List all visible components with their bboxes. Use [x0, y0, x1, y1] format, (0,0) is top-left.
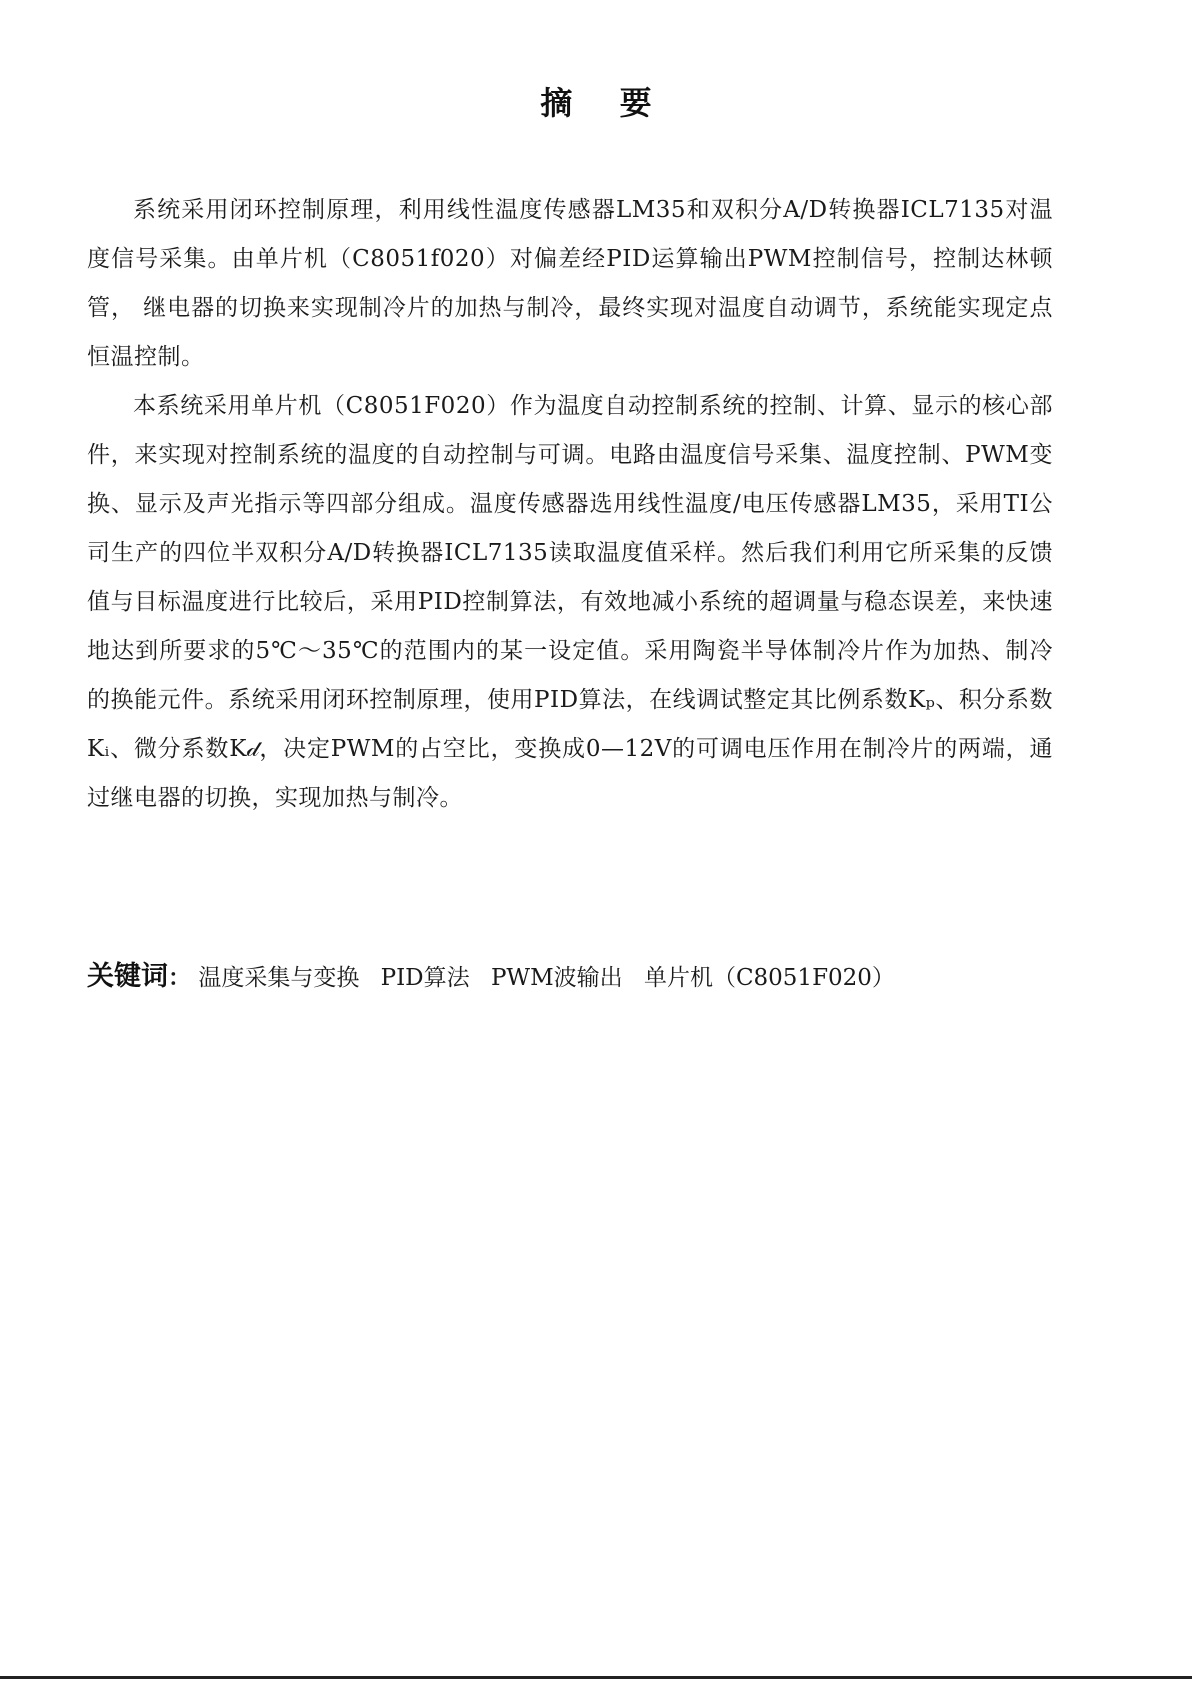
abstract-paragraph-1: 系统采用闭环控制原理，利用线性温度传感器LM35和双积分A/D转换器ICL7135对温度信号采集。由单片机（C8051f020）对偏差经PID运算输出PWM控制信号，控制达林顿管， 继电器的切换来实现制冷片的加热与制冷，最终实现对温度自动调节，系统能实现定点恒温控制。 [87, 197, 1053, 370]
abstract-paragraph-2: 本系统采用单片机（C8051F020）作为温度自动控制系统的控制、计算、显示的核心部件，来实现对控制系统的温度的自动控制与可调。电路由温度信号采集、温度控制、PWM变换、显示及声光指示等四部分组成。温度传感器选用线性温度/电压传感器LM35，采用TI公司生产的四位半双积分A/D转换器ICL7135读取温度值采样。然后我们利用它所采集的反馈值与目标温度进行比较后，采用PID控制算法，有效地减小系统的超调量与稳态误差，来快速地达到所要求的5℃～35℃的范围内的某一设定值。采用陶瓷半导体制冷片作为加热、制冷的换能元件。系统采用闭环控制原理，使用PID算法，在线调试整定其比例系数Kₚ、积分系数Kᵢ、微分系数K𝒹，决定PWM的占空比，变换成0—12V的可调电压作用在制冷片的两端，通过继电器的切换，实现加热与制冷。 [87, 393, 1053, 811]
abstract-body [87, 186, 1053, 823]
keywords-separator: ： [168, 965, 191, 991]
page-bottom-rule [0, 1676, 1192, 1679]
keyword-item: 单片机（C8051F020） [643, 965, 895, 991]
keyword-item: PWM波输出 [490, 965, 623, 991]
keywords-label: 关键词 [87, 961, 168, 992]
keywords-line [87, 952, 1087, 1003]
keyword-item: 温度采集与变换 [198, 965, 360, 991]
keyword-item: PID算法 [380, 965, 470, 991]
page-title: 摘 要 [540, 84, 670, 122]
